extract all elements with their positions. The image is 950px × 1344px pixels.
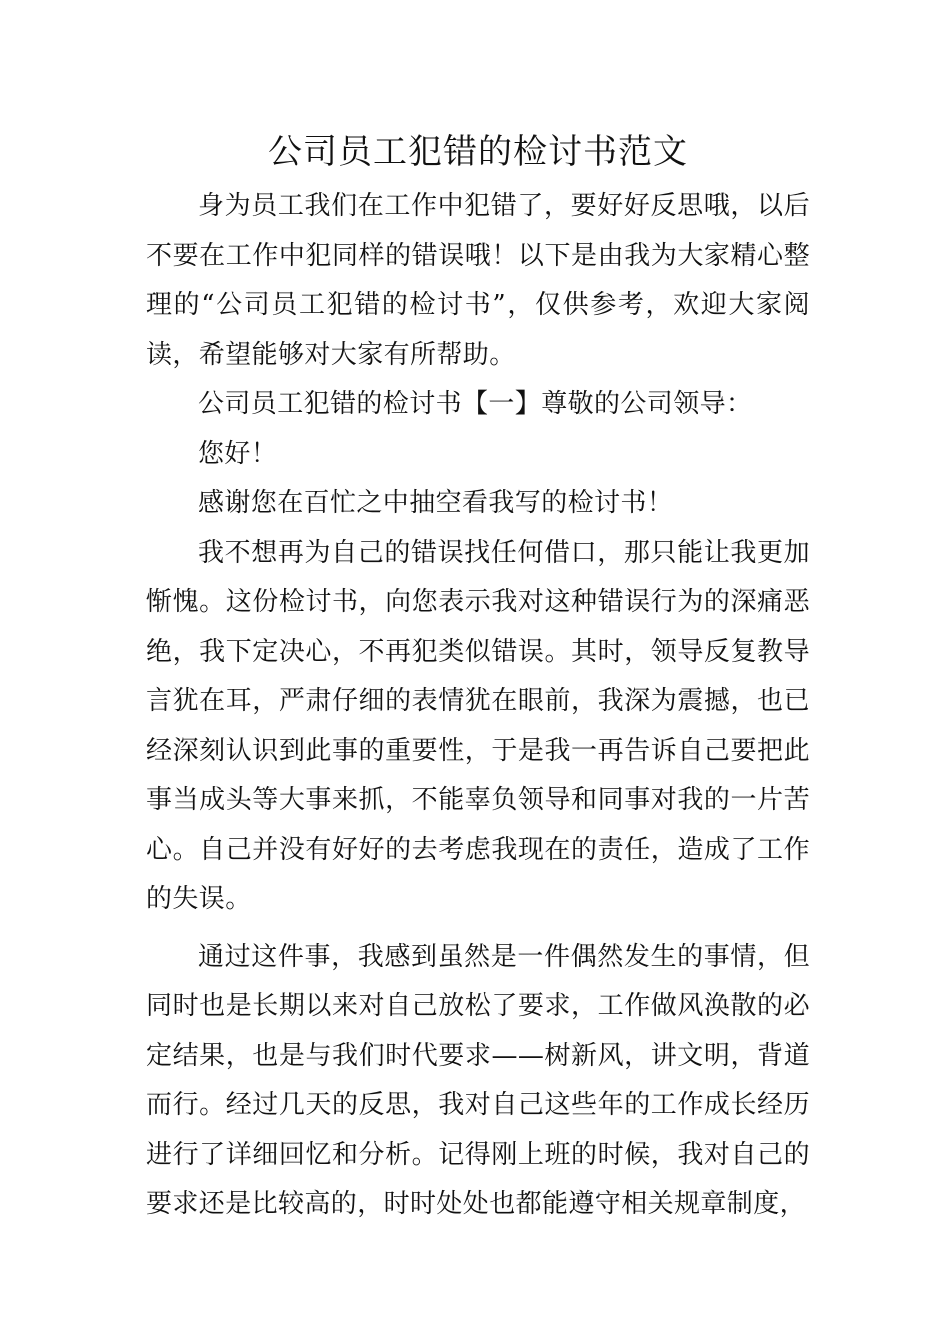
document-page: [146, 120, 810, 1230]
thanks-paragraph: 感谢您在百忙之中抽空看我写的检讨书！: [198, 488, 674, 518]
intro-paragraph: 身为员工我们在工作中犯错了，要好好反思哦，以后不要在工作中犯同样的错误哦！以下是由我为大家精心整理的“公司员工犯错的检讨书”，仅供参考，欢迎大家阅读，希望能够对大家有所帮助。: [146, 191, 810, 370]
greeting-paragraph: 您好！: [198, 438, 278, 469]
letter-heading-paragraph: 公司员工犯错的检讨书【一】尊敬的公司领导：: [198, 389, 753, 419]
document-title: 公司员工犯错的检讨书范文: [268, 132, 688, 172]
body-paragraph: 我不想再为自己的错误找任何借口，那只能让我更加惭愧。这份检讨书，向您表示我对这种错误行为的深痛恶绝，我下定决心，不再犯类似错误。其时，领导反复教导言犹在耳，严肃仔细的表情犹在眼前，我深为震撼，也已经深刻认识到此事的重要性，于是我一再告诉自己要把此事当成头等大事来抓，不能辜负领导和同事对我的一片苦心。自己并没有好好的去考虑我现在的责任，造成了工作的失误。: [146, 537, 810, 914]
body-paragraph: 通过这件事，我感到虽然是一件偶然发生的事情，但同时也是长期以来对自己放松了要求，工作做风涣散的必定结果，也是与我们时代要求——树新风，讲文明，背道而行。经过几天的反思，我对自己这些年的工作成长经历进行了详细回忆和分析。记得刚上班的时候，我对自己的要求还是比较高的，时时处处也都能遵守相关规章制度，: [146, 941, 810, 1219]
